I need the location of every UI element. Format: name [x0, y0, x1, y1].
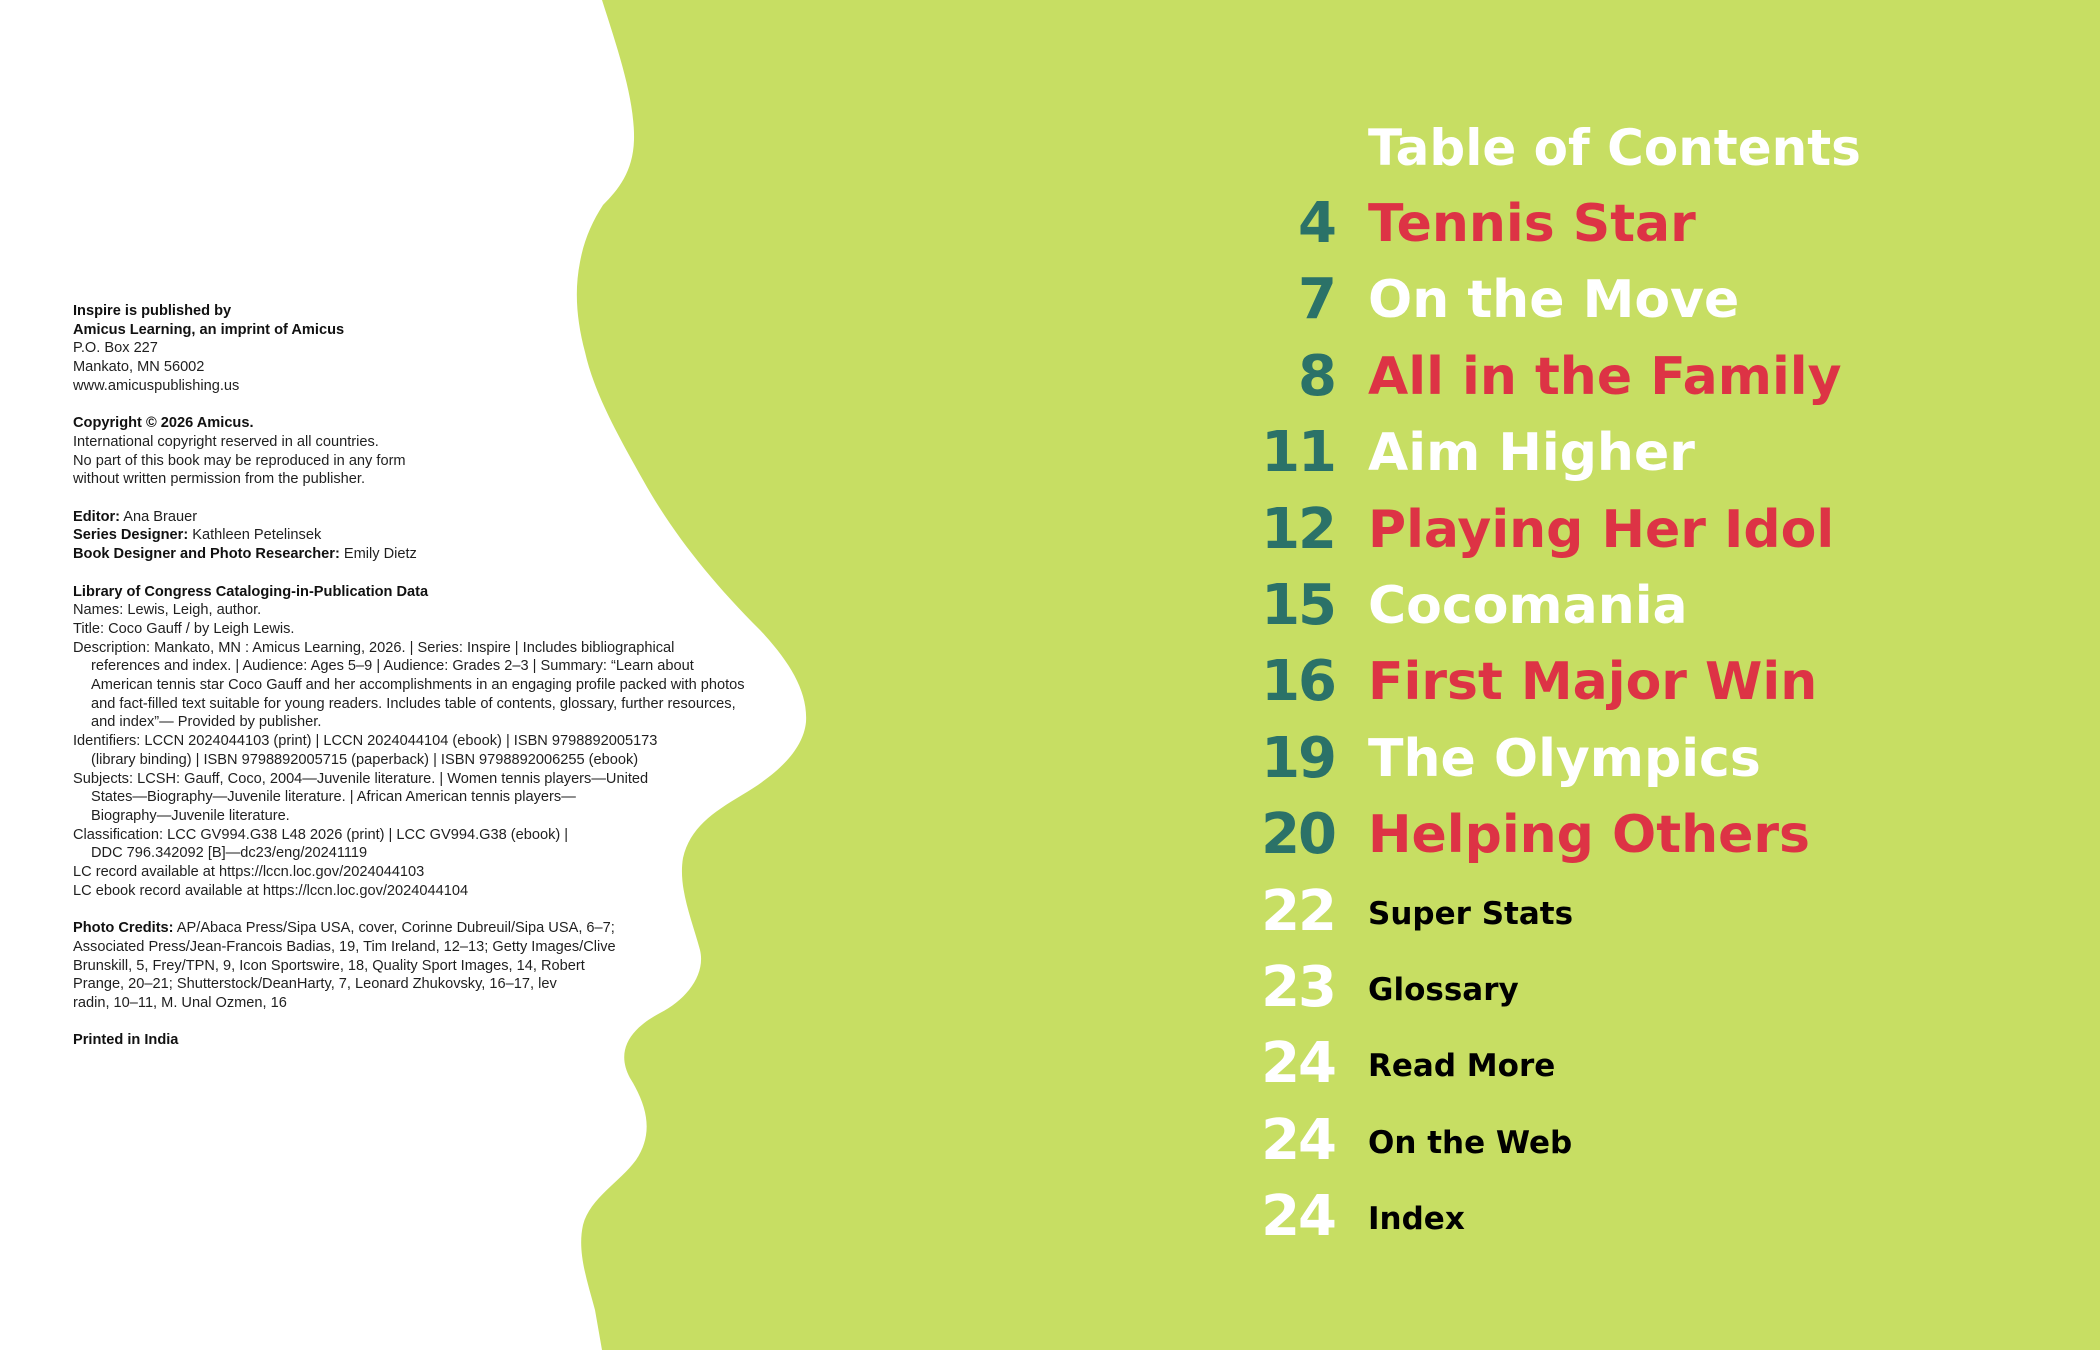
toc-page-number: 24 [1261, 1031, 1335, 1096]
publisher-line: Inspire is published by [73, 303, 232, 319]
cip-line: States—Biography—Juvenile literature. | African American tennis players— [91, 789, 576, 806]
toc-chapter-entry [1190, 644, 2090, 720]
toc-chapter-entry [1190, 186, 2090, 262]
toc-page-number: 7 [1298, 267, 1335, 332]
address-line: Mankato, MN 56002 [73, 359, 205, 376]
toc-chapter-entry [1190, 339, 2090, 415]
toc-entry-title: Super Stats [1368, 896, 1574, 932]
photo-credits-text: AP/Abaca Press/Sipa USA, cover, Corinne Dubreuil/Sipa USA, 6–7; [173, 920, 615, 937]
toc-back-matter-entry [1190, 1103, 2090, 1179]
toc-page-number: 8 [1298, 344, 1335, 409]
cip-line: Title: Coco Gauff / by Leigh Lewis. [73, 620, 295, 637]
book-designer-credit [73, 545, 793, 564]
toc-chapter-entry [1190, 721, 2090, 797]
cip-line: LC record available at https://lccn.loc.gov/2024044103 [73, 864, 425, 881]
toc-entry-title: First Major Win [1368, 652, 1818, 712]
cip-line: LC ebook record available at https://lccn.loc.gov/2024044104 [73, 882, 469, 899]
toc-title: Table of Contents [1368, 119, 1861, 177]
credit-label: Book Designer and Photo Researcher: [73, 546, 340, 563]
credit-name: Ana Brauer [120, 508, 198, 525]
photo-credits-line: Brunskill, 5, Frey/TPN, 9, Icon Sportswire, 18, Quality Sport Images, 14, Robert [73, 957, 585, 974]
photo-credits-line [73, 919, 793, 938]
cip-line: and fact-filled text suitable for young readers. Includes table of contents, glossary, further resources, [91, 695, 736, 712]
toc-chapter-entry [1190, 262, 2090, 338]
photo-credits-line: radin, 10–11, M. Unal Ozmen, 16 [73, 994, 287, 1011]
toc-page-number: 24 [1261, 1108, 1335, 1173]
cip-line: Identifiers: LCCN 2024044103 (print) | LCCN 2024044104 (ebook) | ISBN 9798892005173 [73, 733, 658, 750]
copyright-page [73, 302, 793, 1050]
copyright-line: without written permission from the publisher. [73, 471, 366, 488]
copyright-heading: Copyright © 2026 Amicus. [73, 415, 254, 432]
toc-back-matter-entry [1190, 950, 2090, 1026]
printed-in: Printed in India [73, 1032, 179, 1049]
credit-label: Series Designer: [73, 527, 189, 544]
toc-chapter-entry [1190, 568, 2090, 644]
toc-entry-title: On the Move [1368, 270, 1740, 330]
toc-entry-title: The Olympics [1368, 729, 1761, 789]
toc-chapter-entry [1190, 415, 2090, 491]
toc-page-number: 15 [1261, 573, 1335, 638]
cip-line: American tennis star Coco Gauff and her accomplishments in an engaging profile packed with photos [91, 677, 745, 694]
toc-page-number: 22 [1261, 879, 1335, 944]
toc-entry-title: All in the Family [1368, 347, 1842, 407]
photo-credits-line: Associated Press/Jean-Francois Badias, 19, Tim Ireland, 12–13; Getty Images/Clive [73, 938, 616, 955]
cip-heading: Library of Congress Cataloging-in-Publication Data [73, 583, 429, 600]
address-line: P.O. Box 227 [73, 340, 158, 357]
copyright-line: No part of this book may be reproduced in any form [73, 452, 406, 469]
toc-entry-title: Tennis Star [1368, 194, 1696, 254]
cip-line: Subjects: LCSH: Gauff, Coco, 2004—Juvenile literature. | Women tennis players—United [73, 770, 649, 787]
toc-back-matter-entry [1190, 1026, 2090, 1102]
photo-credits-label: Photo Credits: [73, 920, 174, 937]
cip-line: Description: Mankato, MN : Amicus Learning, 2026. | Series: Inspire | Includes bibliographical [73, 639, 675, 656]
cip-line: and index”— Provided by publisher. [91, 714, 322, 731]
photo-credits-line: Prange, 20–21; Shutterstock/DeanHarty, 7, Leonard Zhukovsky, 16–17, lev [73, 976, 557, 993]
toc-page-number: 12 [1261, 497, 1335, 562]
publisher-imprint: Amicus Learning, an imprint of Amicus [73, 321, 345, 338]
toc-entry-title: On the Web [1368, 1125, 1573, 1161]
toc-page-number: 20 [1261, 802, 1335, 867]
toc-page-number: 19 [1261, 726, 1335, 791]
toc-back-matter-entry [1190, 874, 2090, 950]
toc-entry-title: Glossary [1368, 972, 1519, 1008]
cip-line: Names: Lewis, Leigh, author. [73, 602, 262, 619]
publisher-website: www.amicuspublishing.us [73, 377, 240, 394]
toc-entry-title: Cocomania [1368, 576, 1688, 636]
toc-chapter-entry [1190, 797, 2090, 873]
cip-line: Biography—Juvenile literature. [91, 807, 290, 824]
toc-entry-title: Index [1368, 1201, 1465, 1237]
credit-name: Emily Dietz [339, 546, 417, 563]
toc-page-number: 11 [1261, 420, 1335, 485]
toc-back-matter-entry [1190, 1179, 2090, 1255]
toc-entry-title: Read More [1368, 1048, 1556, 1084]
credit-label: Editor: [73, 508, 121, 525]
toc-page-number: 24 [1261, 1184, 1335, 1249]
cip-line: (library binding) | ISBN 9798892005715 (paperback) | ISBN 9798892006255 (ebook) [91, 751, 639, 768]
toc-page-number: 4 [1298, 191, 1335, 256]
toc-chapter-entry [1190, 492, 2090, 568]
editor-credit [73, 508, 793, 527]
toc-page-number: 23 [1261, 955, 1335, 1020]
toc-entry-title: Helping Others [1368, 805, 1810, 865]
toc-entry-title: Playing Her Idol [1368, 500, 1835, 560]
credit-name: Kathleen Petelinsek [188, 527, 322, 544]
cip-line: references and index. | Audience: Ages 5–9 | Audience: Grades 2–3 | Summary: “Learn about [91, 658, 694, 675]
toc-entry-title: Aim Higher [1368, 423, 1695, 483]
cip-line: Classification: LCC GV994.G38 L48 2026 (print) | LCC GV994.G38 (ebook) | [73, 826, 569, 843]
toc-page-number: 16 [1261, 649, 1335, 714]
series-designer-credit [73, 526, 793, 545]
copyright-line: International copyright reserved in all countries. [73, 433, 379, 450]
cip-line: DDC 796.342092 [B]—dc23/eng/20241119 [91, 845, 368, 862]
